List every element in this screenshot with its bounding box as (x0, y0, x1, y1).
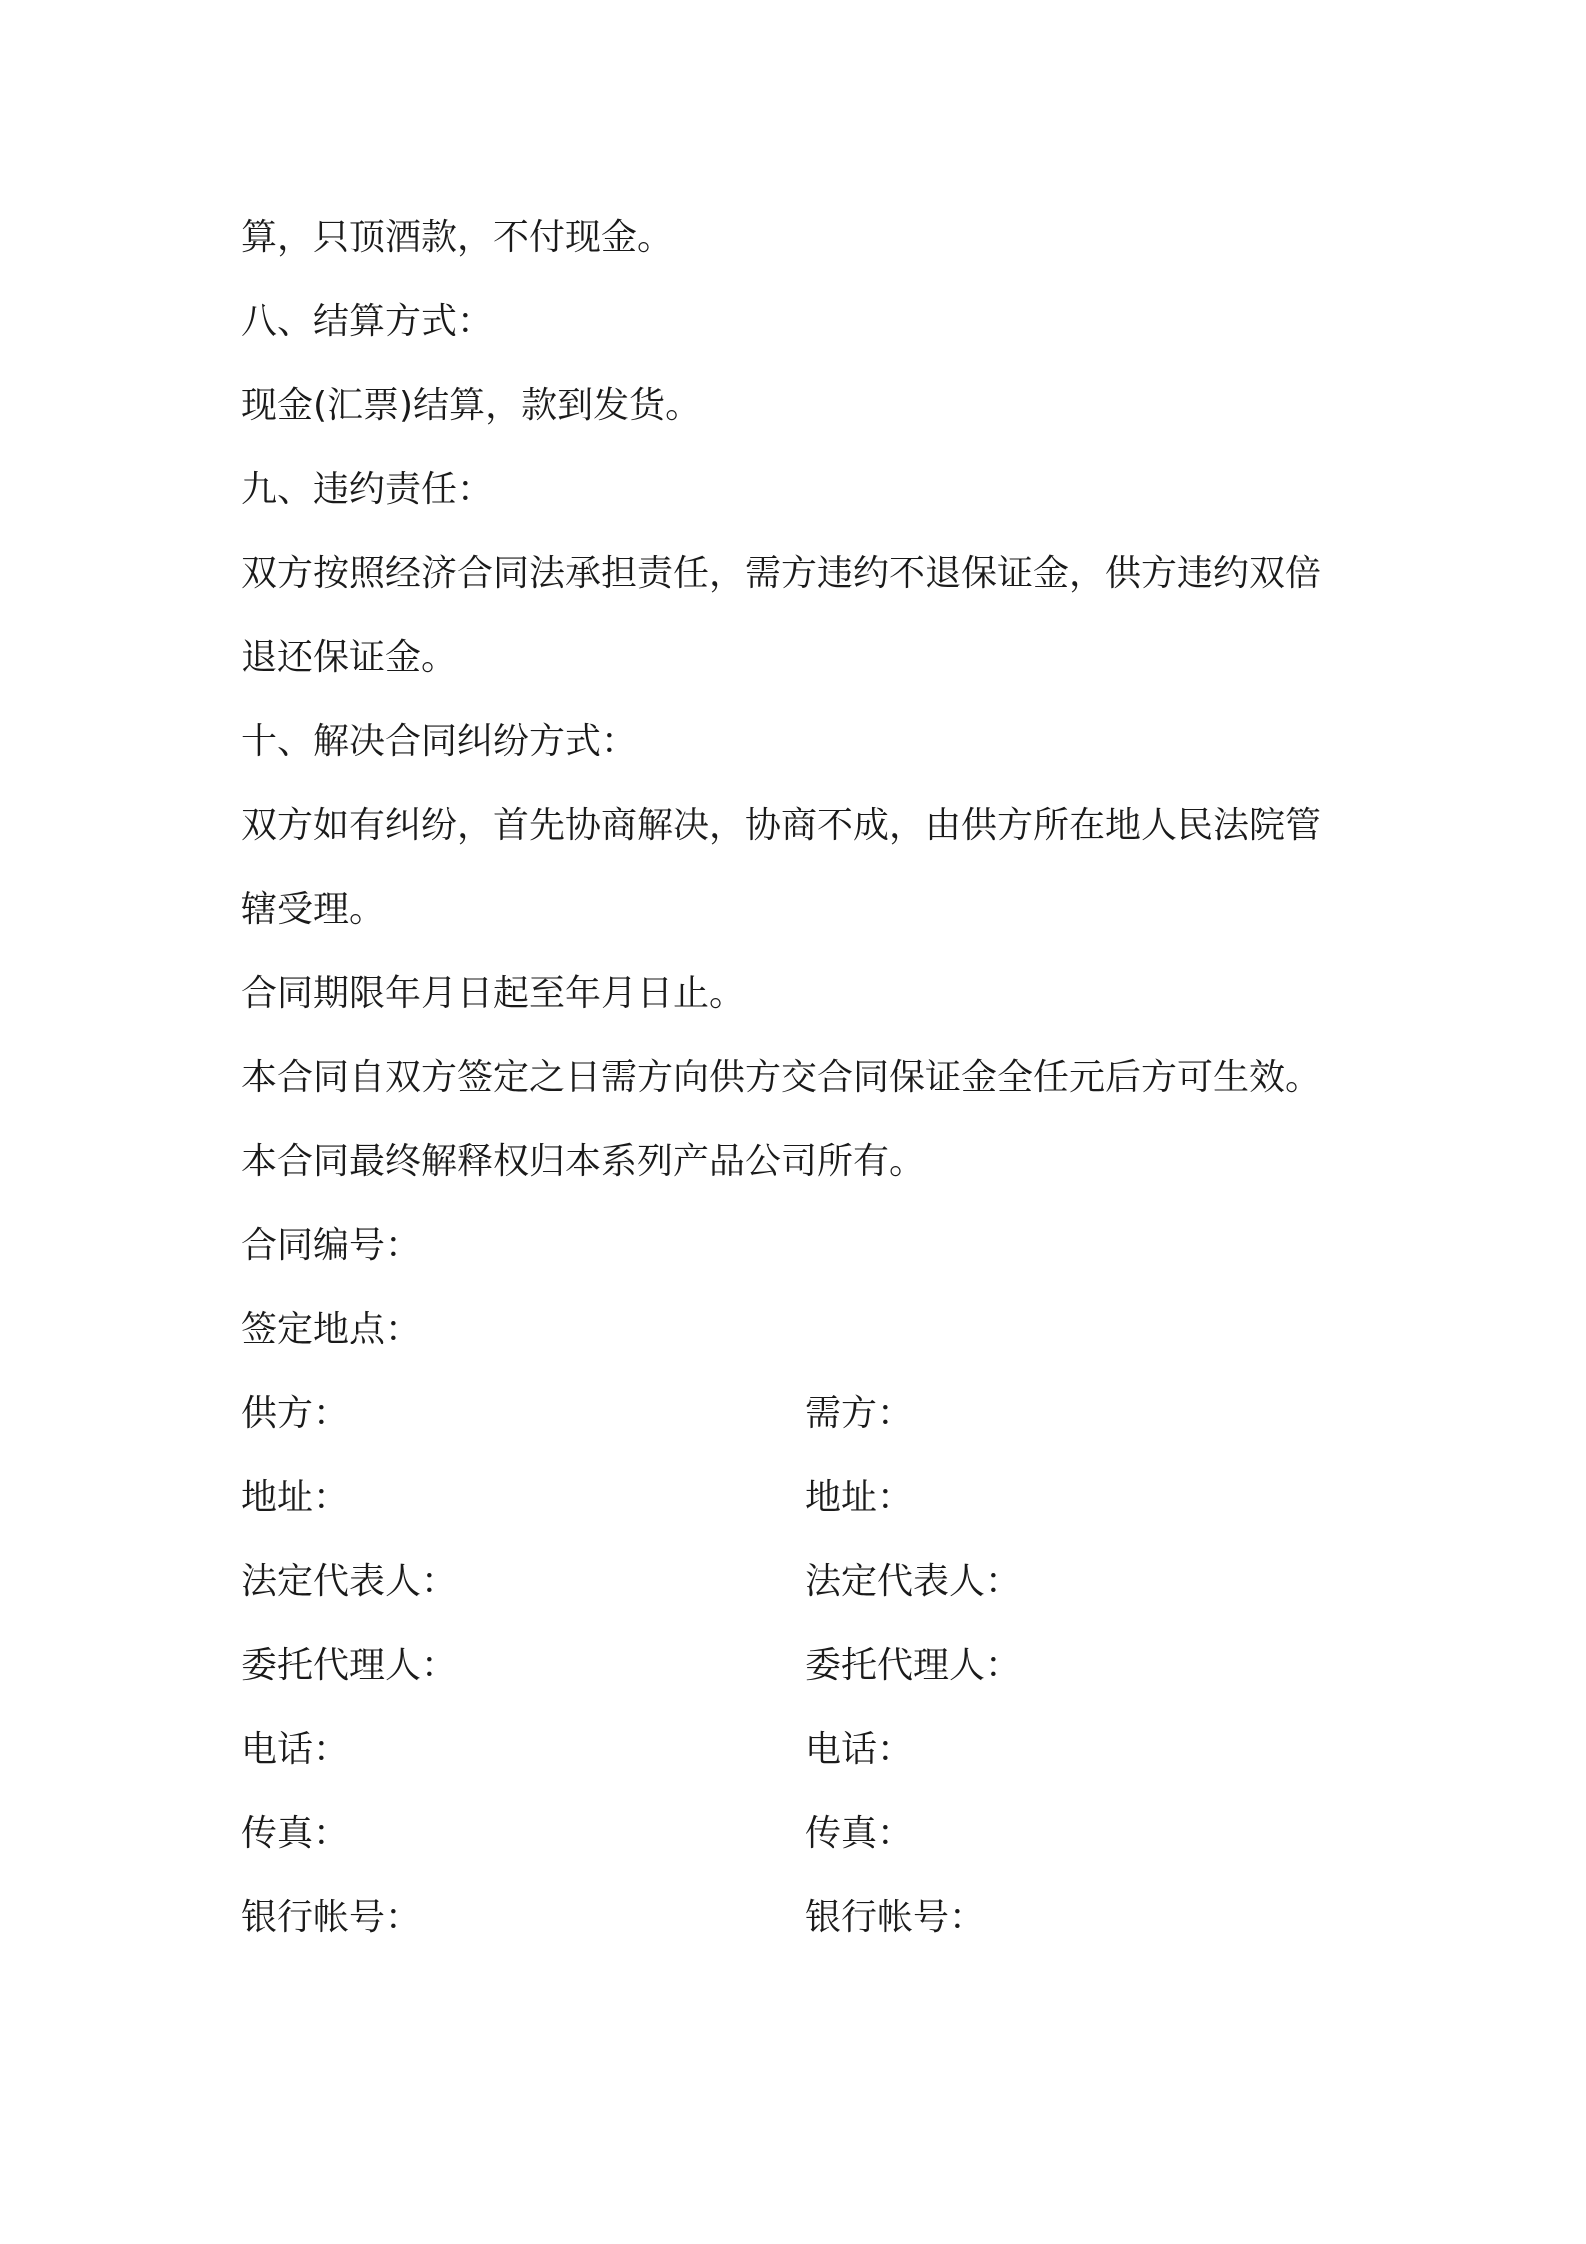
signature-row-address (241, 1456, 1361, 1540)
supplier-agent-label: 委托代理人： (241, 1645, 458, 1686)
signature-row-phone (241, 1708, 1361, 1792)
paragraph-dispute-line-1: 双方如有纠纷，首先协商解决，协商不成，由供方所在地人民法院管 (241, 805, 1322, 846)
paragraph-dispute-line-2: 辖受理。 (241, 889, 386, 930)
signature-row-fax (241, 1792, 1361, 1876)
contract-body (241, 196, 1361, 1960)
paragraph-payment-note: 算，只顶酒款，不付现金。 (241, 217, 674, 258)
supplier-address-label: 地址： (241, 1477, 350, 1518)
paragraph-breach-line-2: 退还保证金。 (241, 637, 458, 678)
buyer-agent-label: 委托代理人： (805, 1645, 1022, 1686)
buyer-legal-rep-label: 法定代表人： (805, 1561, 1022, 1602)
paragraph-settlement: 现金(汇票)结算，款到发货。 (241, 385, 702, 426)
supplier-label: 供方： (241, 1393, 350, 1434)
signature-row-legal-rep (241, 1540, 1361, 1624)
heading-dispute-resolution: 十、解决合同纠纷方式： (241, 721, 638, 762)
heading-settlement-method: 八、结算方式： (241, 301, 494, 342)
field-signing-location: 签定地点： (241, 1309, 422, 1350)
buyer-address-label: 地址： (805, 1477, 914, 1518)
signature-row-party (241, 1372, 1361, 1456)
signature-row-agent (241, 1624, 1361, 1708)
supplier-fax-label: 传真： (241, 1813, 350, 1854)
heading-breach-liability: 九、违约责任： (241, 469, 494, 510)
paragraph-effective-clause: 本合同自双方签定之日需方向供方交合同保证金全任元后方可生效。 (241, 1057, 1322, 1098)
supplier-bank-account-label: 银行帐号： (241, 1897, 422, 1938)
paragraph-breach-line-1: 双方按照经济合同法承担责任，需方违约不退保证金，供方违约双倍 (241, 553, 1322, 594)
supplier-legal-rep-label: 法定代表人： (241, 1561, 458, 1602)
signature-row-bank-account (241, 1876, 1361, 1960)
buyer-phone-label: 电话： (805, 1729, 914, 1770)
field-contract-number: 合同编号： (241, 1225, 422, 1266)
buyer-bank-account-label: 银行帐号： (805, 1897, 986, 1938)
supplier-phone-label: 电话： (241, 1729, 350, 1770)
paragraph-contract-term: 合同期限年月日起至年月日止。 (241, 973, 746, 1014)
buyer-fax-label: 传真： (805, 1813, 914, 1854)
paragraph-interpretation-right: 本合同最终解释权归本系列产品公司所有。 (241, 1141, 926, 1182)
buyer-label: 需方： (805, 1393, 914, 1434)
